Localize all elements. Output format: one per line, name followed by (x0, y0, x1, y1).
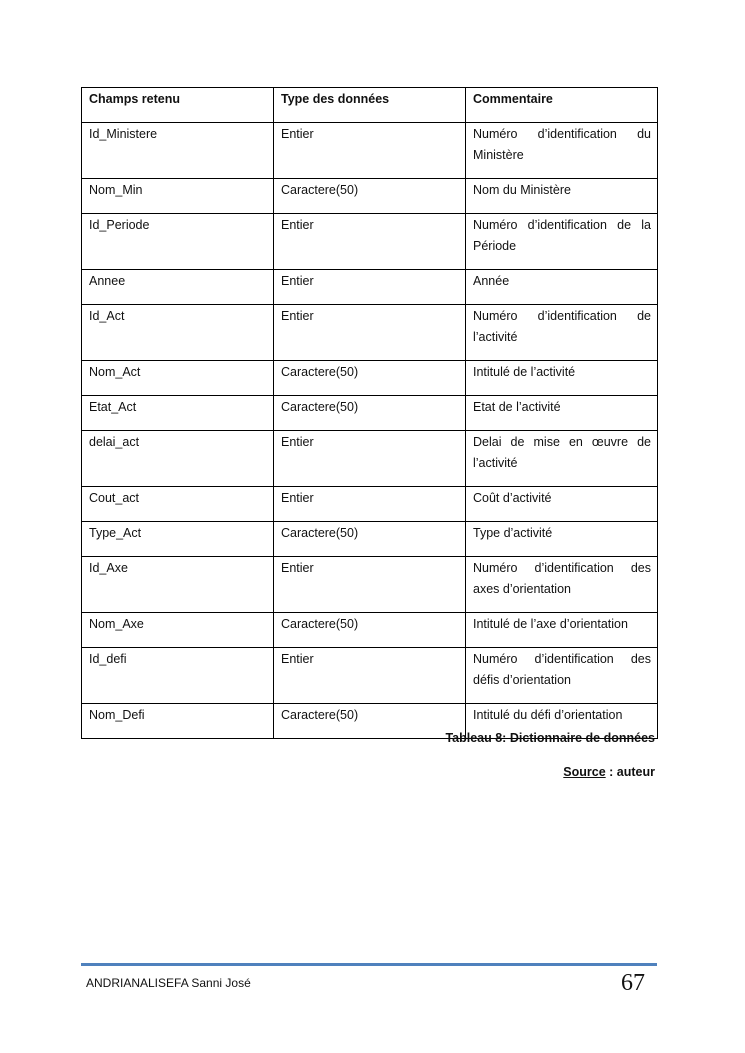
table-row (82, 361, 658, 396)
table-header-row (82, 88, 658, 123)
table-row (82, 123, 658, 179)
cell-type: Entier (274, 270, 466, 305)
cell-field: Nom_Act (82, 361, 274, 396)
cell-type: Entier (274, 557, 466, 613)
footer-divider (81, 963, 657, 966)
table-row (82, 557, 658, 613)
cell-field: Type_Act (82, 522, 274, 557)
cell-comment: Coût d’activité (466, 487, 658, 522)
cell-comment: Intitulé du défi d’orientation (466, 704, 658, 739)
cell-field: Annee (82, 270, 274, 305)
table-row (82, 613, 658, 648)
cell-comment: Intitulé de l’axe d’orientation (466, 613, 658, 648)
cell-type: Entier (274, 214, 466, 270)
data-dictionary-table (81, 87, 658, 739)
table-caption: Tableau 8: Dictionnaire de données (445, 731, 655, 745)
source-label: Source (563, 765, 606, 779)
table-row (82, 431, 658, 487)
cell-comment: Delai de mise en œuvre de l’activité (466, 431, 658, 487)
source-separator: : (605, 765, 617, 779)
cell-field: Id_Periode (82, 214, 274, 270)
cell-field: Nom_Axe (82, 613, 274, 648)
header-comment: Commentaire (466, 88, 658, 123)
cell-comment: Numéro d’identification des défis d’orientation (466, 648, 658, 704)
cell-type: Caractere(50) (274, 361, 466, 396)
header-field: Champs retenu (82, 88, 274, 123)
cell-type: Entier (274, 123, 466, 179)
cell-field: delai_act (82, 431, 274, 487)
table-row (82, 270, 658, 305)
source-value: auteur (616, 765, 655, 779)
cell-type: Caractere(50) (274, 396, 466, 431)
cell-comment: Intitulé de l’activité (466, 361, 658, 396)
cell-comment: Numéro d’identification des axes d’orientation (466, 557, 658, 613)
table-row (82, 396, 658, 431)
cell-type: Entier (274, 487, 466, 522)
table-row (82, 487, 658, 522)
cell-comment: Etat de l’activité (466, 396, 658, 431)
cell-comment: Numéro d’identification de l’activité (466, 305, 658, 361)
cell-type: Caractere(50) (274, 179, 466, 214)
cell-type: Caractere(50) (274, 704, 466, 739)
table-row (82, 648, 658, 704)
cell-field: Nom_Min (82, 179, 274, 214)
cell-comment: Année (466, 270, 658, 305)
cell-field: Id_Axe (82, 557, 274, 613)
footer-author: ANDRIANALISEFA Sanni José (86, 976, 251, 990)
header-type: Type des données (274, 88, 466, 123)
table-row (82, 522, 658, 557)
cell-field: Etat_Act (82, 396, 274, 431)
page-number: 67 (621, 970, 645, 996)
table-row (82, 179, 658, 214)
cell-comment: Numéro d’identification de la Période (466, 214, 658, 270)
cell-type: Entier (274, 431, 466, 487)
cell-type: Caractere(50) (274, 522, 466, 557)
cell-field: Nom_Defi (82, 704, 274, 739)
cell-comment: Numéro d’identification du Ministère (466, 123, 658, 179)
cell-field: Id_defi (82, 648, 274, 704)
cell-field: Id_Ministere (82, 123, 274, 179)
cell-type: Entier (274, 648, 466, 704)
cell-type: Entier (274, 305, 466, 361)
cell-type: Caractere(50) (274, 613, 466, 648)
cell-comment: Type d’activité (466, 522, 658, 557)
cell-comment: Nom du Ministère (466, 179, 658, 214)
table-row (82, 214, 658, 270)
table-row (82, 305, 658, 361)
cell-field: Id_Act (82, 305, 274, 361)
cell-field: Cout_act (82, 487, 274, 522)
source-note (563, 763, 655, 781)
